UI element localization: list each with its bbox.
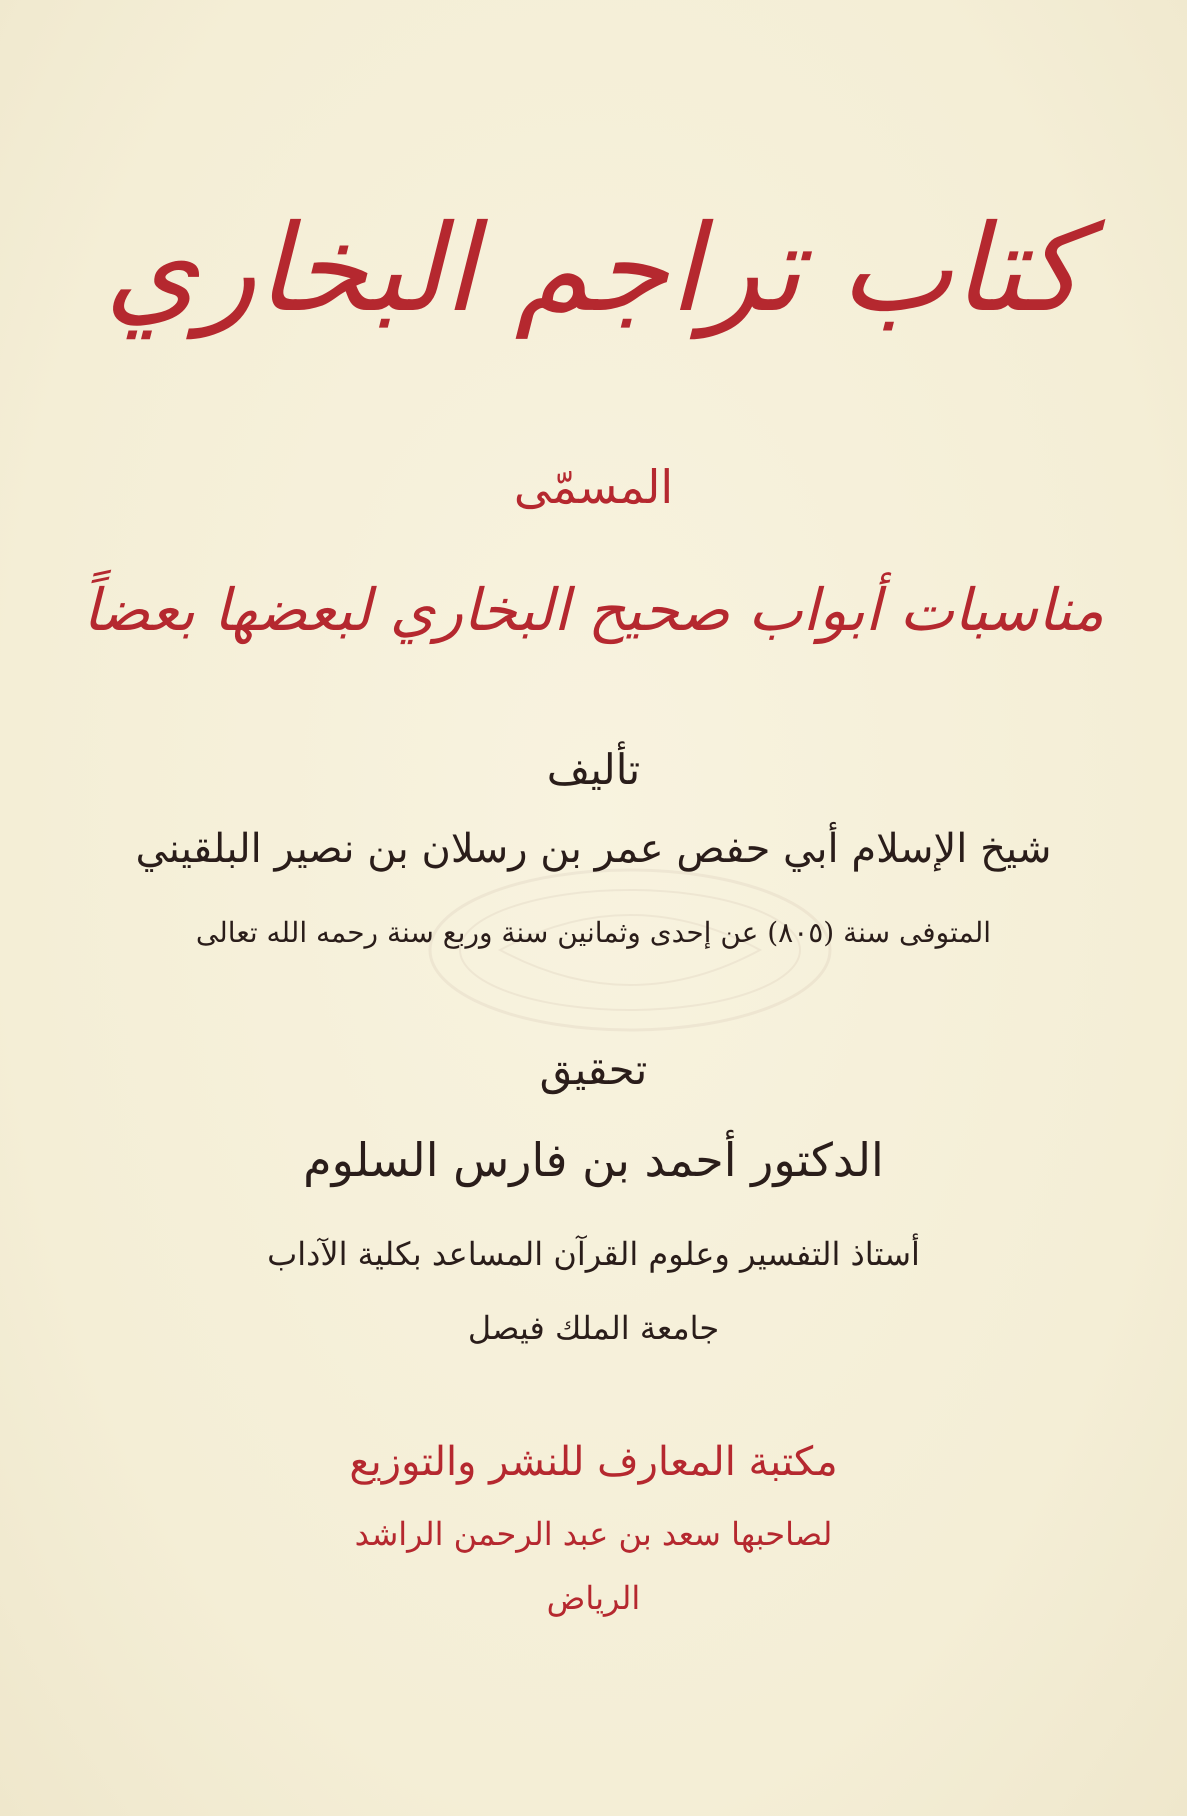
publisher-name: مكتبة المعارف للنشر والتوزيع: [349, 1439, 838, 1485]
called-label: المسمّى: [513, 460, 674, 514]
author-death-note: المتوفى سنة (٨٠٥) عن إحدى وثمانين سنة وربع سنة رحمه الله تعالى: [195, 916, 992, 949]
editor-name: الدكتور أحمد بن فارس السلوم: [303, 1133, 884, 1187]
publisher-owner: لصاحبها سعد بن عبد الرحمن الراشد: [354, 1515, 833, 1553]
book-subtitle: مناسبات أبواب صحيح البخاري لبعضها بعضاً: [82, 576, 1105, 644]
editor-position: أستاذ التفسير وعلوم القرآن المساعد بكلية الآداب: [267, 1235, 920, 1273]
tahqiq-label: تحقيق: [539, 1045, 648, 1094]
editor-university: جامعة الملك فيصل: [467, 1309, 720, 1347]
author-name: شيخ الإسلام أبي حفص عمر بن رسلان بن نصير البلقيني: [135, 826, 1052, 872]
publisher-city: الرياض: [546, 1579, 641, 1617]
authorship-label: تأليف: [546, 745, 641, 794]
book-title: كتاب تراجم البخاري: [104, 200, 1083, 339]
